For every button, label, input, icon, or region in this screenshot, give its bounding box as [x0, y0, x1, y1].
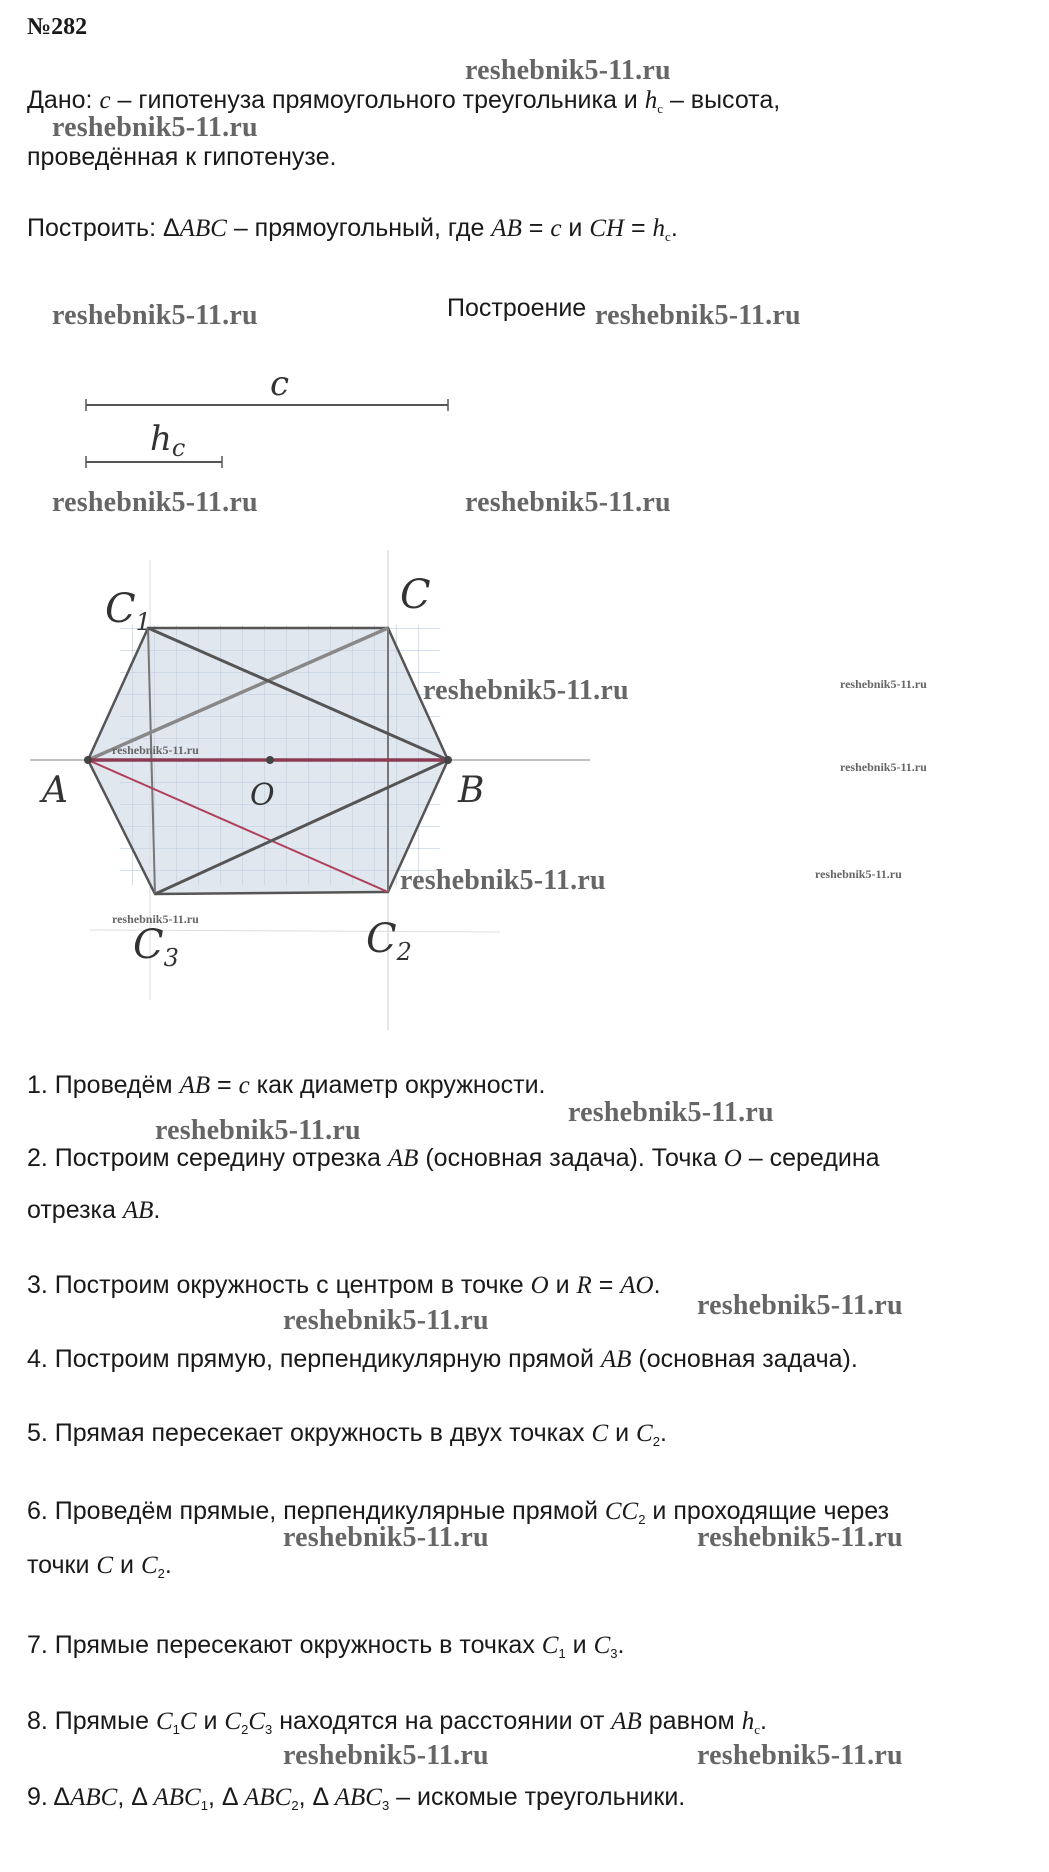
- watermark-small: reshebnik5-11.ru: [112, 743, 199, 757]
- problem-number: №282: [27, 14, 88, 40]
- watermark-small: reshebnik5-11.ru: [840, 760, 927, 774]
- label-c2: $C_2$: [366, 916, 412, 966]
- step-2-line-1: 2. Построим середину отрезка AB (основная задача). Точка O – середина: [27, 1144, 880, 1172]
- watermark: reshebnik5-11.ru: [595, 300, 801, 331]
- watermark: reshebnik5-11.ru: [568, 1097, 774, 1128]
- watermark-small: reshebnik5-11.ru: [112, 912, 199, 926]
- label-c1: $C_1$: [105, 586, 151, 636]
- label-c: C: [400, 572, 431, 618]
- construction-figure: [0, 540, 900, 1040]
- watermark: reshebnik5-11.ru: [52, 300, 258, 331]
- label-c3: $C_3$: [133, 922, 179, 972]
- label-o: O: [250, 778, 275, 813]
- step-7: 7. Прямые пересекают окружность в точках $C_1$ и $C_3$.: [27, 1631, 625, 1661]
- construct-line: Построить: ΔABC – прямоугольный, где AB = c и CH = $h_c$.: [27, 214, 678, 244]
- watermark-small: reshebnik5-11.ru: [815, 867, 902, 881]
- given-line-1: Дано: c – гипотенуза прямоугольного треугольника и $h_c$ – высота,: [27, 86, 781, 116]
- point-b: [444, 756, 452, 764]
- step-4: 4. Построим прямую, перпендикулярную прямой AB (основная задача).: [27, 1345, 858, 1373]
- step-3: 3. Построим окружность с центром в точке O и R = AO.: [27, 1271, 661, 1299]
- label-b: B: [458, 770, 485, 811]
- watermark: reshebnik5-11.ru: [465, 55, 671, 86]
- step-2-line-2: отрезка AB.: [27, 1196, 161, 1224]
- watermark: reshebnik5-11.ru: [465, 487, 671, 518]
- step-1: 1. Проведём AB = c как диаметр окружности.: [27, 1071, 546, 1099]
- watermark: reshebnik5-11.ru: [283, 1740, 489, 1771]
- point-o: [266, 756, 274, 764]
- watermark-small: reshebnik5-11.ru: [840, 677, 927, 691]
- section-heading: Построение: [447, 294, 587, 322]
- segment-h-label: hc: [150, 419, 186, 462]
- segment-c-label: c: [270, 364, 290, 404]
- watermark: reshebnik5-11.ru: [283, 1522, 489, 1553]
- watermark: reshebnik5-11.ru: [400, 865, 606, 896]
- step-6-line-2: точки C и $C_2$.: [27, 1551, 172, 1581]
- step-5: 5. Прямая пересекает окружность в двух точках C и $C_2$.: [27, 1419, 667, 1449]
- watermark: reshebnik5-11.ru: [697, 1740, 903, 1771]
- watermark: reshebnik5-11.ru: [52, 487, 258, 518]
- watermark: reshebnik5-11.ru: [283, 1305, 489, 1336]
- given-line-2: проведённая к гипотенузе.: [27, 143, 337, 171]
- step-8: 8. Прямые $C_1C$ и $C_2C_3$ находятся на расстоянии от AB равном $h_c$.: [27, 1707, 767, 1737]
- point-a: [84, 756, 92, 764]
- watermark: reshebnik5-11.ru: [423, 675, 629, 706]
- step-6-line-1: 6. Проведём прямые, перпендикулярные прямой $CC_2$ и проходящие через: [27, 1497, 890, 1527]
- label-a: A: [42, 770, 68, 811]
- given-segments: [0, 355, 500, 485]
- step-9: 9. ΔABC, Δ $ABC_1$, Δ $ABC_2$, Δ $ABC_3$ – искомые треугольники.: [27, 1783, 686, 1813]
- watermark: reshebnik5-11.ru: [155, 1115, 361, 1146]
- watermark: reshebnik5-11.ru: [697, 1522, 903, 1553]
- watermark: reshebnik5-11.ru: [697, 1290, 903, 1321]
- watermark: reshebnik5-11.ru: [52, 112, 258, 143]
